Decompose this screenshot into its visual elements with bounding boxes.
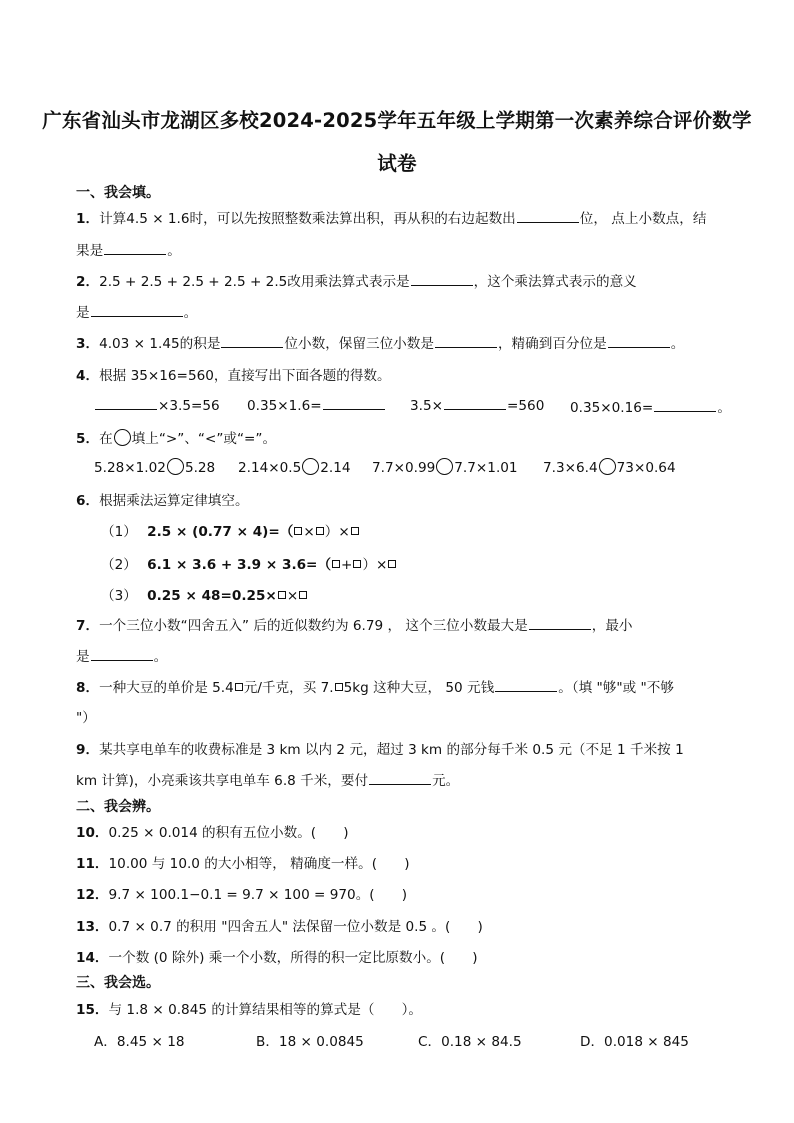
question-2-cont	[76, 301, 197, 321]
option-a[interactable]: A．8.45 × 18	[94, 1034, 185, 1050]
option-c[interactable]: C．0.18 × 84.5	[418, 1034, 522, 1050]
answer-blank[interactable]	[654, 398, 716, 412]
question-text: 4.03 × 1.45的积是	[99, 336, 221, 352]
question-text[interactable]: 0.25 × 0.014 的积有五位小数。( )	[108, 825, 349, 841]
question-number: 3．	[76, 336, 100, 352]
question-12	[76, 883, 407, 903]
question-8-cont	[76, 706, 96, 726]
answer-blank[interactable]	[608, 334, 670, 348]
question-1-cont	[76, 239, 181, 259]
question-9	[76, 738, 684, 758]
question-text: ，这个乘法算式表示的意义	[473, 274, 637, 290]
question-10	[76, 821, 349, 841]
operator: ×	[286, 588, 299, 604]
question-text: 。	[183, 305, 198, 321]
question-13	[76, 915, 483, 935]
document-title-line2: 试卷	[377, 152, 417, 175]
answer-box[interactable]	[351, 527, 359, 535]
q4-item-text: ×3.5=56	[158, 398, 220, 414]
question-number: 9．	[76, 742, 100, 758]
q4-item-1	[94, 396, 220, 414]
question-text[interactable]: 0.7 × 0.7 的积用 "四舍五人" 法保留一位小数是 0.5 。( )	[108, 919, 483, 935]
q5-item-1	[94, 458, 215, 476]
part-expression: 6.1 × 3.6 + 3.9 × 3.6=（	[147, 557, 332, 573]
compare-circle-icon[interactable]	[436, 458, 453, 475]
document-title-line1: 广东省汕头市龙湖区多校2024-2025学年五年级上学期第一次素养综合评价数学	[42, 109, 752, 132]
answer-blank[interactable]	[91, 303, 183, 317]
option-d[interactable]: D．0.018 × 845	[580, 1034, 689, 1050]
question-text: 根据乘法运算定律填空。	[99, 493, 249, 509]
answer-blank[interactable]	[495, 678, 557, 692]
answer-box[interactable]	[278, 591, 286, 599]
answer-box[interactable]	[353, 560, 361, 568]
question-9-cont	[76, 769, 459, 789]
q4-item-text: =560	[507, 398, 545, 414]
answer-blank[interactable]	[323, 396, 385, 410]
question-text: 某共享电单车的收费标准是 3 km 以内 2 元，超过 3 km 的部分每千米 0.5 元（不足 1 千米按 1	[99, 742, 684, 758]
q4-item-text: 。	[717, 400, 731, 416]
question-7	[76, 614, 633, 634]
answer-box[interactable]	[332, 560, 340, 568]
question-text: 果是	[76, 243, 104, 259]
q5-item-text: 7.7×0.99	[372, 460, 436, 476]
question-text: 5kg 这种大豆， 50 元钱	[343, 680, 495, 696]
operator: +	[341, 557, 353, 573]
question-text: 。	[153, 649, 168, 665]
question-text[interactable]: 一个数 (0 除外) 乘一个小数，所得的积一定比原数小。( )	[108, 950, 478, 966]
answer-blank[interactable]	[435, 334, 497, 348]
q4-item-text: 0.35×0.16=	[570, 400, 654, 416]
answer-blank[interactable]	[95, 396, 157, 410]
question-text: 填上“>”、“<”或“=”。	[131, 431, 277, 447]
q5-item-text: 2.14×0.5	[238, 460, 302, 476]
question-text: 。	[167, 243, 181, 259]
q5-item-text: 5.28	[184, 460, 216, 476]
answer-blank[interactable]	[411, 272, 473, 286]
answer-blank[interactable]	[104, 241, 166, 255]
section-heading-judge: 二、我会辨。	[76, 799, 160, 815]
operator: ）×	[324, 524, 350, 540]
question-text: 一种大豆的单价是 5.4	[99, 680, 234, 696]
question-2	[76, 270, 637, 290]
q6-part-1	[101, 520, 360, 540]
section-heading-fill: 一、我会填。	[76, 185, 160, 201]
q4-item-text: 0.35×1.6=	[247, 398, 322, 414]
question-text: 在	[99, 431, 113, 447]
question-text: 一个三位小数“四舍五入” 后的近似数约为 6.79 ， 这个三位小数最大是	[99, 618, 528, 634]
question-text: 元。	[432, 773, 460, 789]
part-label: （3）	[101, 588, 137, 604]
question-11	[76, 852, 410, 872]
q5-item-4	[543, 458, 676, 476]
question-number: 8．	[76, 680, 100, 696]
q4-item-text: 3.5×	[410, 398, 444, 414]
question-number: 1．	[76, 211, 100, 227]
q4-item-2	[247, 396, 386, 414]
q4-item-3	[410, 396, 544, 414]
q5-item-text: 7.7×1.01	[454, 460, 518, 476]
compare-circle-icon[interactable]	[599, 458, 616, 475]
answer-box[interactable]	[294, 527, 302, 535]
question-3	[76, 332, 684, 352]
question-text: 。	[670, 336, 685, 352]
question-text: 计算4.5 × 1.6时，可以先按照整数乘法算出积，再从积的右边起数出	[99, 211, 516, 227]
question-text: "）	[76, 710, 96, 726]
question-1	[76, 207, 706, 227]
missing-digit-box	[235, 683, 243, 691]
question-5	[76, 427, 276, 447]
question-7-cont	[76, 645, 167, 665]
operator: ×	[303, 524, 315, 540]
question-text: 。（填 "够"或 "不够	[558, 680, 674, 696]
answer-box[interactable]	[299, 591, 307, 599]
q5-item-text: 7.3×6.4	[543, 460, 598, 476]
question-4	[76, 364, 391, 384]
question-text: ，最小	[591, 618, 633, 634]
question-number: 14．	[76, 950, 109, 966]
section-heading-choose: 三、我会选。	[76, 975, 160, 991]
question-text: ，精确到百分位是	[497, 336, 607, 352]
question-14	[76, 946, 478, 966]
question-text: 位， 点上小数点，结	[579, 211, 707, 227]
question-number: 15．	[76, 1002, 109, 1018]
answer-blank[interactable]	[369, 771, 431, 785]
answer-box[interactable]	[388, 560, 396, 568]
question-number: 4．	[76, 368, 100, 384]
question-text: 2.5 + 2.5 + 2.5 + 2.5 + 2.5改用乘法算式表示是	[99, 274, 410, 290]
question-number: 12．	[76, 887, 109, 903]
question-text: km 计算)，小亮乘该共享电单车 6.8 千米，要付	[76, 773, 369, 789]
answer-blank[interactable]	[517, 209, 579, 223]
answer-blank[interactable]	[529, 616, 591, 630]
q5-item-text: 2.14	[320, 460, 351, 476]
q4-item-4	[570, 396, 731, 416]
q5-item-text: 5.28×1.02	[94, 460, 166, 476]
part-expression: 0.25 × 48=0.25×	[147, 588, 277, 604]
q5-item-2	[238, 458, 351, 476]
compare-circle-icon[interactable]	[302, 458, 319, 475]
answer-blank[interactable]	[444, 396, 506, 410]
option-b[interactable]: B．18 × 0.0845	[256, 1034, 364, 1050]
question-number: 11．	[76, 856, 109, 872]
question-6	[76, 489, 249, 509]
answer-blank[interactable]	[91, 647, 153, 661]
operator: ）×	[362, 557, 388, 573]
q6-part-3	[101, 584, 308, 604]
question-text[interactable]: 9.7 × 100.1−0.1 = 9.7 × 100 = 970。( )	[108, 887, 408, 903]
question-number: 10．	[76, 825, 109, 841]
question-number: 13．	[76, 919, 109, 935]
question-number: 2．	[76, 274, 100, 290]
q6-part-2	[101, 553, 397, 573]
answer-blank[interactable]	[221, 334, 283, 348]
q5-item-3	[372, 458, 518, 476]
question-text: 位小数，保留三位小数是	[284, 336, 434, 352]
question-8	[76, 676, 674, 696]
part-label: （1）	[101, 524, 137, 540]
question-text: 根据 35×16=560，直接写出下面各题的得数。	[99, 368, 391, 384]
part-label: （2）	[101, 557, 137, 573]
missing-digit-box	[335, 683, 343, 691]
compare-circle-icon[interactable]	[167, 458, 184, 475]
answer-box[interactable]	[316, 527, 324, 535]
q5-item-text: 73×0.64	[616, 460, 676, 476]
question-text[interactable]: 10.00 与 10.0 的大小相等， 精确度一样。( )	[108, 856, 410, 872]
question-number: 5．	[76, 431, 100, 447]
question-text: 是	[76, 649, 90, 665]
question-number: 7．	[76, 618, 100, 634]
question-15	[76, 998, 422, 1018]
question-text: 元/千克，买 7.	[243, 680, 334, 696]
part-expression: 2.5 × (0.77 × 4)=（	[147, 524, 294, 540]
question-number: 6．	[76, 493, 100, 509]
question-text: 与 1.8 × 0.845 的计算结果相等的算式是（ ）。	[108, 1002, 423, 1018]
question-text: 是	[76, 305, 90, 321]
compare-circle-icon	[114, 429, 131, 446]
